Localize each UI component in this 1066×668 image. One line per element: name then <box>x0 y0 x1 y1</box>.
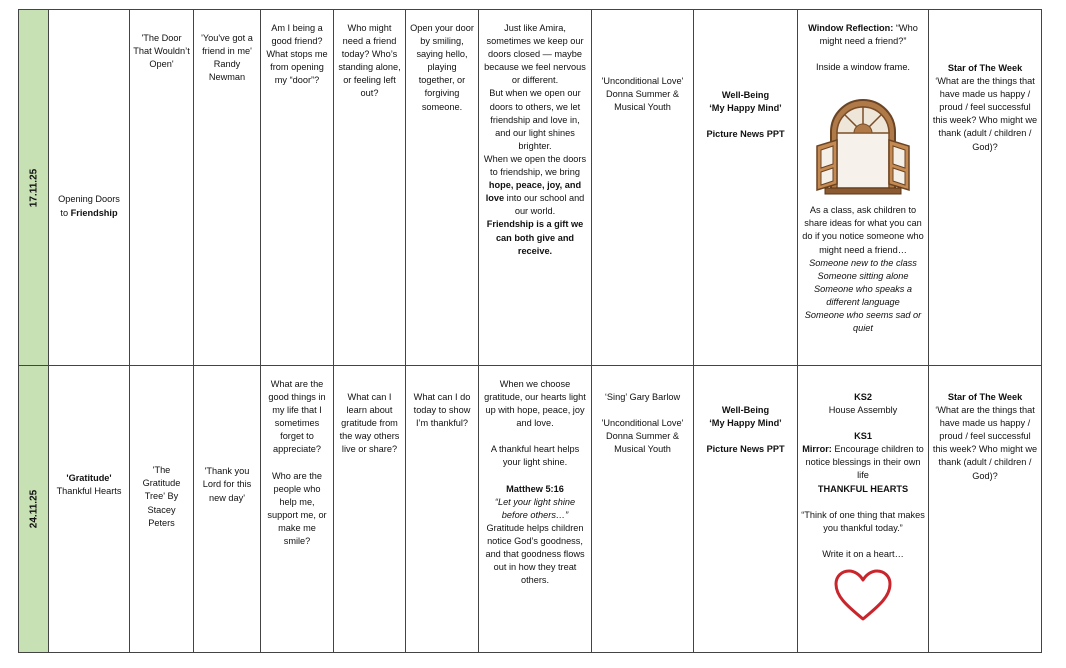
ks1-label: KS1 <box>854 431 872 442</box>
activity-example: Someone sitting alone <box>817 270 909 281</box>
ks2-text: House Assembly <box>828 405 898 416</box>
verse-text: “Let your light shine before others…” <box>494 496 576 520</box>
song-cell <box>194 366 261 653</box>
reflection-p3: Gratitude helps children notice God’s goodness, and that goodness flows out in how they treat others. <box>485 522 585 586</box>
reflection-p2: But when we open our doors to others, we let friendship and love in, and our light shines brighter. <box>489 88 581 151</box>
activity-frame: Inside a window frame. <box>816 62 910 73</box>
question-cell <box>261 10 334 366</box>
theme-cell <box>49 366 130 653</box>
activity-cell <box>798 10 929 366</box>
week-date: 17.11.25 <box>27 168 39 207</box>
action-text: Open your door by smiling, saying hello, playing together, or forgiving someone. <box>410 23 474 112</box>
date-cell <box>19 366 49 653</box>
wellbeing-ppt: Picture News PPT <box>706 129 785 140</box>
song-title: 'Thank you Lord for this new day' <box>202 466 252 503</box>
question-text: Who are the people who help me, support me, or make me smile? <box>267 470 327 547</box>
week-row-1 <box>19 10 1042 366</box>
reflection-p3-post: into our school and our world. <box>504 193 585 217</box>
question-cell-2 <box>334 366 406 653</box>
week-row-2 <box>19 366 1042 653</box>
music-text: 'Unconditional Love' Donna Summer & Musical Youth <box>601 76 684 113</box>
music-cell <box>592 366 694 653</box>
wellbeing-sub: ‘My Happy Mind’ <box>709 103 782 114</box>
wellbeing-ppt: Picture News PPT <box>706 444 785 455</box>
star-text: ‘What are the things that have made us happy / proud / feel successful this week? Who might we thank (adult / children / God)? <box>932 76 1038 152</box>
wellbeing-cell <box>694 366 798 653</box>
mirror-rest: Encourage children to notice blessings in their own life <box>805 444 924 481</box>
question-text: What can I learn about gratitude from the way others live or share? <box>339 392 400 455</box>
reflection-p2: A thankful heart helps your light shine. <box>490 444 580 468</box>
activity-cell <box>798 366 929 653</box>
week-date: 24.11.25 <box>27 489 39 529</box>
theme-bold: Friendship <box>70 207 118 218</box>
activity-quote: “Think of one thing that makes you thankful today.” <box>801 509 925 533</box>
story-title: 'The Door That Wouldn’t Open' <box>133 33 190 70</box>
activity-example: Someone who speaks a different language <box>813 283 913 307</box>
star-title: Star of The Week <box>947 63 1023 73</box>
music-text-2: 'Unconditional Love' Donna Summer & Musical Youth <box>601 418 684 455</box>
activity-write: Write it on a heart… <box>822 548 904 559</box>
wellbeing-sub: ‘My Happy Mind’ <box>709 418 782 429</box>
question-cell <box>261 366 334 653</box>
star-cell <box>929 10 1042 366</box>
theme-line: Opening Doors <box>58 194 120 205</box>
theme-to: to <box>60 207 71 218</box>
question-text: Who might need a friend today? Who’s standing alone, or feeling left out? <box>338 23 401 99</box>
activity-title-bold: Window Reflection: <box>808 23 894 33</box>
theme-cell <box>49 10 130 366</box>
wellbeing-title: Well-Being <box>721 405 770 415</box>
thankful-hearts: THANKFUL HEARTS <box>817 483 909 494</box>
reflection-p1: Just like Amira, sometimes we keep our doors closed — maybe because we feel nervous or different. <box>484 23 586 86</box>
reflection-p3 <box>482 153 588 218</box>
reflection-cell <box>479 10 592 366</box>
activity-example: Someone new to the class <box>809 257 917 268</box>
reflection-cell <box>479 366 592 653</box>
story-cell <box>130 366 194 653</box>
story-title: 'The Gratitude Tree' By Stacey Peters <box>142 465 181 528</box>
theme-sub: Thankful Hearts <box>56 486 122 496</box>
action-cell <box>406 10 479 366</box>
arched-window-icon <box>813 80 913 198</box>
star-title: Star of The Week <box>947 392 1023 402</box>
reflection-p3-bold: hope, peace, joy, and love <box>485 180 582 204</box>
song-cell <box>194 10 261 366</box>
activity-example: Someone who seems sad or quiet <box>804 310 922 334</box>
star-cell <box>929 366 1042 653</box>
date-cell <box>19 10 49 366</box>
activity-instruction: As a class, ask children to share ideas for what you can do if you notice someone who might need a friend… <box>802 205 924 255</box>
action-text: What can I do today to show I’m thankful? <box>413 392 471 429</box>
story-cell <box>130 10 194 366</box>
question-text: Am I being a good friend? What stops me from opening my “door”? <box>266 23 328 86</box>
reflection-p3-pre: When we open the doors to friendship, we bring <box>483 153 587 178</box>
verse-ref: Matthew 5:16 <box>506 483 564 494</box>
theme-bold: 'Gratitude' <box>66 472 112 483</box>
activity-title-rest: “Who might need a friend?” <box>819 23 918 47</box>
wellbeing-title: Well-Being <box>721 90 770 100</box>
action-cell <box>406 366 479 653</box>
music-text-1: ‘Sing’ Gary Barlow <box>604 392 681 402</box>
wellbeing-cell <box>694 10 798 366</box>
heart-outline-icon <box>832 567 894 623</box>
reflection-p4: Friendship is a gift we can both give and receive. <box>486 219 584 256</box>
question-text: What are the good things in my life that I sometimes forget to appreciate? <box>268 379 326 455</box>
ks2-label: KS2 <box>854 392 872 402</box>
question-cell-2 <box>334 10 406 366</box>
assembly-plan-table <box>18 9 1042 653</box>
reflection-p1: When we choose gratitude, our hearts light up with hope, peace, joy and love. <box>484 379 586 429</box>
song-title: 'You've got a friend in me' Randy Newman <box>201 33 253 83</box>
music-cell <box>592 10 694 366</box>
mirror-bold: Mirror: <box>802 444 832 455</box>
star-text: ‘What are the things that have made us happy / proud / feel successful this week? Who might we thank (adult / children / God)? <box>932 405 1038 481</box>
